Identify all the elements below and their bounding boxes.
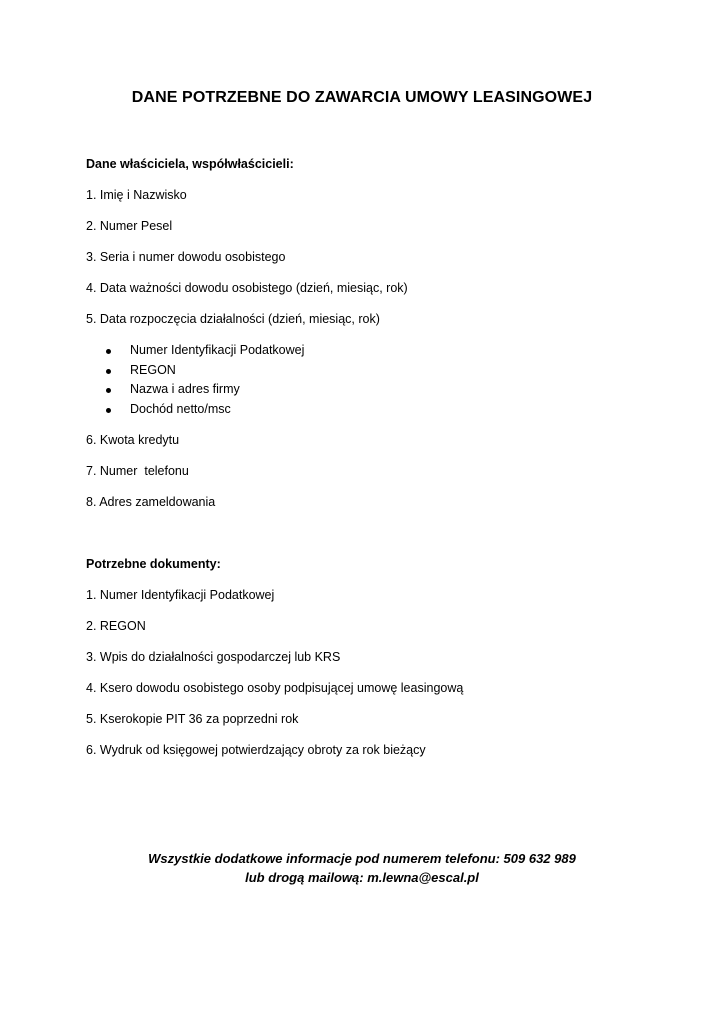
bullet-dot-icon	[106, 369, 111, 374]
footer-contact-phone: Wszystkie dodatkowe informacje pod numerem telefonu: 509 632 989	[148, 851, 576, 866]
owner-item-2: 2. Numer Pesel	[86, 219, 173, 233]
bullet-dot-icon	[106, 388, 111, 393]
bullet-item-text: REGON	[130, 363, 176, 377]
document-item-3: 3. Wpis do działalności gospodarczej lub KRS	[86, 650, 341, 664]
owner-item-5: 5. Data rozpoczęcia działalności (dzień, miesiąc, rok)	[86, 312, 380, 326]
document-title: DANE POTRZEBNE DO ZAWARCIA UMOWY LEASINGOWEJ	[131, 89, 593, 106]
bullet-item-text: Numer Identyfikacji Podatkowej	[130, 343, 305, 357]
owner-item-7: 7. Numer telefonu	[86, 464, 189, 478]
bullet-dot-icon	[106, 349, 111, 354]
bullet-item-text: Nazwa i adres firmy	[130, 382, 240, 396]
document-item-6: 6. Wydruk od księgowej potwierdzający obroty za rok bieżący	[86, 743, 426, 757]
bullet-item-text: Dochód netto/msc	[130, 402, 231, 416]
bullet-dot-icon	[106, 408, 111, 413]
owner-section-heading: Dane właściciela, współwłaścicieli:	[86, 157, 294, 171]
document-item-2: 2. REGON	[86, 619, 146, 633]
owner-item-8: 8. Adres zameldowania	[86, 495, 216, 509]
owner-item-3: 3. Seria i numer dowodu osobistego	[86, 250, 286, 264]
documents-section-heading: Potrzebne dokumenty:	[86, 557, 221, 571]
document-item-5: 5. Kserokopie PIT 36 za poprzedni rok	[86, 712, 299, 726]
owner-item-1: 1. Imię i Nazwisko	[86, 188, 187, 202]
document-item-4: 4. Ksero dowodu osobistego osoby podpisującej umowę leasingową	[86, 681, 464, 695]
owner-item-6: 6. Kwota kredytu	[86, 433, 180, 447]
owner-item-4: 4. Data ważności dowodu osobistego (dzień, miesiąc, rok)	[86, 281, 408, 295]
footer-contact-email: lub drogą mailową: m.lewna@escal.pl	[245, 870, 479, 885]
document-item-1: 1. Numer Identyfikacji Podatkowej	[86, 588, 275, 602]
